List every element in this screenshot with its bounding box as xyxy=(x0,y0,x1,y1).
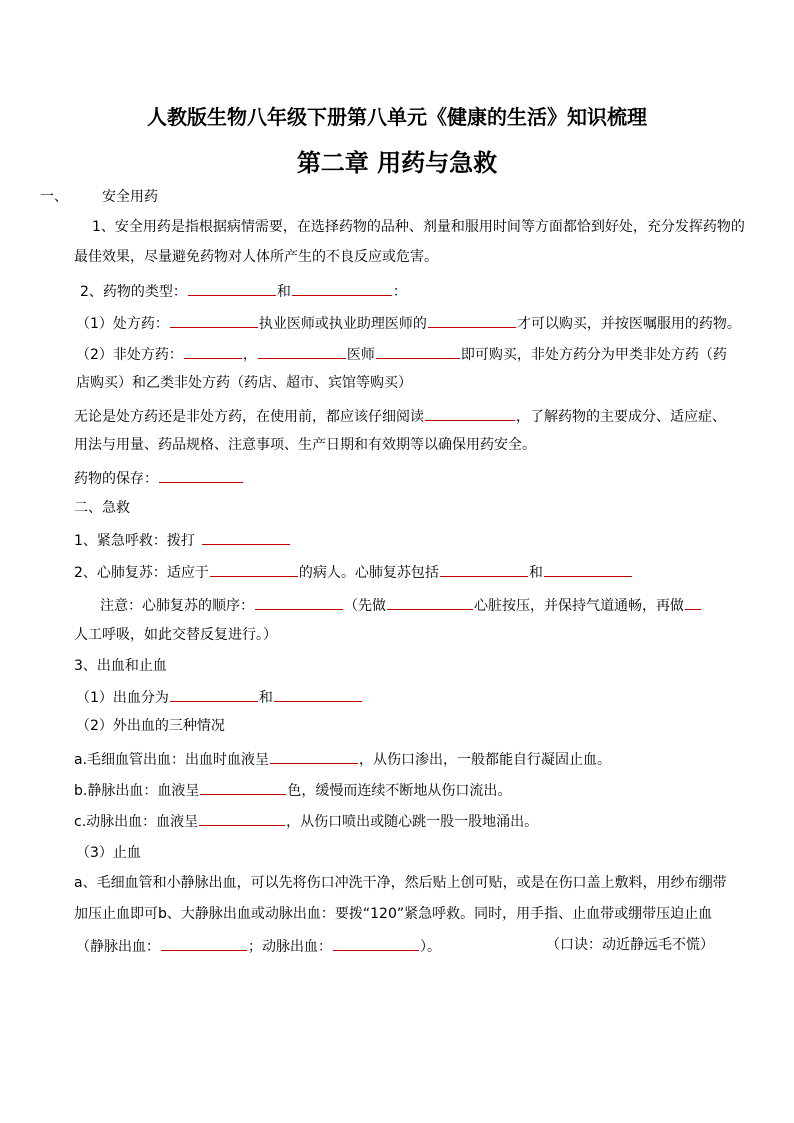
blank-bleeding-type-2[interactable] xyxy=(274,686,362,702)
hemostasis-line-1: a、毛细血管和小静脉出血，可以先将伤口冲洗干净，然后贴上创可贴，或是在伤口盖上敷料，用纱布绷带 xyxy=(74,875,727,891)
otc-line-2: 店购买）和乙类非处方药（药店、超市、宾馆等购买） xyxy=(76,375,412,391)
blank-cpr-first[interactable] xyxy=(387,594,473,610)
blank-emergency-number[interactable] xyxy=(202,529,290,545)
mnemonic: （口诀：动近静远毛不慌） xyxy=(546,937,714,953)
emergency-call-line xyxy=(74,529,291,551)
section-1-title: 安全用药 xyxy=(102,189,158,205)
blank-cpr-order[interactable] xyxy=(255,594,343,610)
section-2-heading: 二、急救 xyxy=(74,500,130,516)
cpr-note-line-2: 人工呼吸，如此交替反复进行。） xyxy=(74,627,277,643)
cpr-text-1: 2、心肺复苏：适应于 xyxy=(74,565,209,581)
blank-read-instructions[interactable] xyxy=(425,405,515,421)
blank-bleeding-type-1[interactable] xyxy=(170,686,258,702)
hemostasis-vein-label: （静脉出血： xyxy=(76,939,160,955)
blank-otc-2[interactable] xyxy=(258,343,346,359)
otc-line-1 xyxy=(76,343,727,365)
blank-otc-3[interactable] xyxy=(376,343,460,359)
blank-cpr-1[interactable] xyxy=(440,561,528,577)
capillary-text-2: ，从伤口渗出，一般都能自行凝固止血。 xyxy=(359,752,612,768)
prescription-text-1: 执业医师或执业助理医师的 xyxy=(258,316,427,332)
blank-hemostasis-vein[interactable] xyxy=(161,935,247,951)
section-1-heading xyxy=(40,187,158,207)
drug-types-label: 2、药物的类型： xyxy=(80,284,187,300)
otc-doctor: 医师 xyxy=(346,347,375,363)
cpr-note-label: 注意：心肺复苏的顺序： xyxy=(100,598,254,614)
blank-prescription-1[interactable] xyxy=(170,312,258,328)
storage-label: 药物的保存： xyxy=(74,471,158,487)
cpr-text-2: 的病人。心肺复苏包括 xyxy=(298,565,439,581)
artery-text-2: ，从伤口喷出或随心跳一股一股地涌出。 xyxy=(286,814,539,830)
cpr-note-text-2: 心脏按压，并保持气道通畅，再做 xyxy=(474,598,684,614)
hemostasis-heading: （3）止血 xyxy=(76,845,141,861)
capillary-text-1: a.毛细血管出血：出血时血液呈 xyxy=(74,752,270,768)
vein-line xyxy=(74,779,511,801)
external-bleeding-heading: （2）外出血的三种情况 xyxy=(76,718,225,734)
blank-vein-color[interactable] xyxy=(200,779,286,795)
prescription-text-2: 才可以购买，并按医嘱服用的药物。 xyxy=(516,316,741,332)
blank-drug-type-2[interactable] xyxy=(292,280,392,296)
hemostasis-line-2: 加压止血即可b、大静脉出血或动脉出血：要拨“120”紧急呼救。同时，用手指、止血带或绷带压迫止血 xyxy=(74,906,713,922)
otc-comma: ， xyxy=(242,347,257,363)
capillary-line xyxy=(74,748,611,770)
drug-types-colon: ： xyxy=(392,284,407,300)
blank-otc-1[interactable] xyxy=(184,343,242,359)
emergency-call-label: 1、紧急呼救：拨打 xyxy=(74,533,195,549)
paragraph-1-line-1: 1、安全用药是指根据病情需要，在选择药物的品种、剂量和服用时间等方面都恰到好处，充分发挥药物的 xyxy=(92,219,745,235)
hemostasis-close: ）。 xyxy=(420,939,441,955)
bleeding-types-and: 和 xyxy=(258,690,273,706)
vein-text-1: b.静脉出血：血液呈 xyxy=(74,783,200,799)
prescription-label: （1）处方药： xyxy=(76,316,169,332)
bleeding-heading: 3、出血和止血 xyxy=(74,658,167,674)
cpr-and: 和 xyxy=(528,565,543,581)
prescription-line xyxy=(76,312,741,334)
read-text-1: 无论是处方药还是非处方药，在使用前，都应该仔细阅读 xyxy=(74,409,424,425)
blank-cpr-then[interactable] xyxy=(685,594,701,610)
cpr-note-line-1 xyxy=(100,594,702,616)
blank-storage[interactable] xyxy=(159,467,243,483)
blank-hemostasis-artery[interactable] xyxy=(333,935,419,951)
bleeding-types-line xyxy=(76,686,363,708)
paragraph-1-line-2: 最佳效果，尽量避免药物对人体所产生的不良反应或危害。 xyxy=(74,249,438,265)
hemostasis-artery-label: ；动脉出血： xyxy=(248,939,332,955)
artery-line xyxy=(74,810,538,832)
otc-text: 即可购买，非处方药分为甲类非处方药（药 xyxy=(460,347,727,363)
drug-types-line xyxy=(80,280,407,302)
drug-types-and: 和 xyxy=(276,284,291,300)
blank-artery-color[interactable] xyxy=(199,810,285,826)
read-line-2: 用法与用量、药品规格、注意事项、生产日期和有效期等以确保用药安全。 xyxy=(74,437,536,453)
blank-drug-type-1[interactable] xyxy=(188,280,276,296)
blank-cpr-patient[interactable] xyxy=(210,561,298,577)
blank-prescription-2[interactable] xyxy=(428,312,516,328)
storage-line xyxy=(74,467,244,489)
blank-cpr-2[interactable] xyxy=(544,561,632,577)
read-text-2: ，了解药物的主要成分、适应症、 xyxy=(516,409,726,425)
cpr-note-text-1: （先做 xyxy=(344,598,386,614)
bleeding-types-label: （1）出血分为 xyxy=(76,690,169,706)
blank-capillary[interactable] xyxy=(270,748,358,764)
otc-label: （2）非处方药： xyxy=(76,347,183,363)
cpr-line xyxy=(74,561,633,583)
artery-text-1: c.动脉出血：血液呈 xyxy=(74,814,199,830)
hemostasis-line-3 xyxy=(76,935,441,957)
document-title: 人教版生物八年级下册第八单元《健康的生活》知识梳理 xyxy=(147,105,647,129)
section-1-number: 一、 xyxy=(40,189,68,205)
vein-text-2: 色，缓慢而连续不断地从伤口流出。 xyxy=(287,783,512,799)
read-line-1 xyxy=(74,405,726,427)
chapter-title: 第二章 用药与急救 xyxy=(296,148,498,177)
